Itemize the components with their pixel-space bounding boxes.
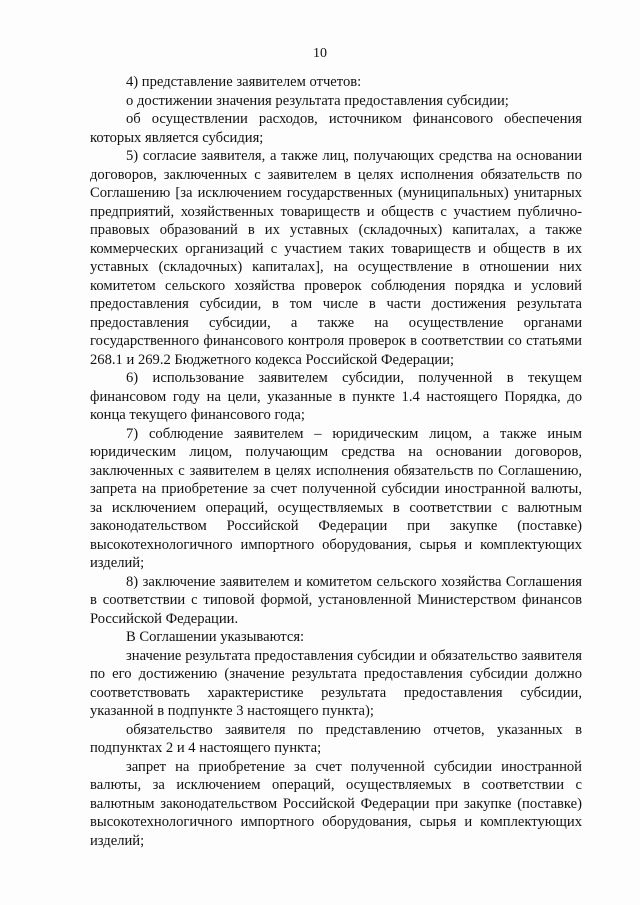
paragraph: о достижении значения результата предоставления субсидии; — [126, 92, 509, 109]
paragraph: 4) представление заявителем отчетов: — [126, 74, 362, 90]
paragraph: 7) соблюдение заявителем – юридическим лицом, а также иным юридическим лицом, получающим средства на основании договоров, заключенных с заявителем в целях исполнения обязательств по Соглашению, запрета на приобретение за счет полученной субсидии иностранной валюты, за исключением операций, осуществляемых в соответствии с валютным законодательством Российской Федерации при закупке (поставке) высокотехнологичного импортного оборудования, сырья и комплектующих изделий; — [90, 425, 582, 571]
paragraph: В Соглашении указываются: — [126, 629, 305, 645]
page-number: 10 — [313, 46, 327, 61]
paragraph: обязательство заявителя по представлению отчетов, указанных в подпунктах 2 и 4 настоящего пункта; — [90, 721, 582, 756]
paragraph: 6) использование заявителем субсидии, полученной в текущем финансовом году на цели, указанные в пункте 1.4 настоящего Порядка, до конца текущего финансового года; — [90, 370, 582, 423]
document-body — [90, 72, 582, 850]
paragraph: об осуществлении расходов, источником финансового обеспечения которых является субсидия; — [90, 111, 582, 146]
paragraph: 8) заключение заявителем и комитетом сельского хозяйства Соглашения в соответствии с типовой формой, установленной Министерством финансов Российской Федерации. — [90, 573, 582, 627]
paragraph: 5) согласие заявителя, а также лиц, получающих средства на основании договоров, заключенных с заявителем в целях исполнения обязательств по Соглашению [за исключением государственных (муниципальных) унитарных предприятий, хозяйственных товариществ и обществ с участием публично-правовых образований в их уставных (складочных) капиталах, а также коммерческих организаций с участием таких товариществ и обществ в их уставных (складочных) капиталах], на осуществление в отношении них комитетом сельского хозяйства проверок соблюдения порядка и условий предоставления субсидии, в том числе в части достижения результата предоставления субсидии, а также на осуществление органами государственного финансового контроля проверок в соответствии со статьями 268.1 и 269.2 Бюджетного кодекса Российской Федерации; — [90, 148, 582, 368]
paragraph: запрет на приобретение за счет полученной субсидии иностранной валюты, за исключением операций, осуществляемых в соответствии с валютным законодательством Российской Федерации при закупке (поставке) высокотехнологичного импортного оборудования, сырья и комплектующих изделий; — [90, 758, 582, 849]
paragraph: значение результата предоставления субсидии и обязательство заявителя по его достижению (значение результата предоставления субсидии должно соответствовать характеристике результата предоставления субсидии, указанной в подпункте 3 настоящего пункта); — [90, 647, 582, 719]
